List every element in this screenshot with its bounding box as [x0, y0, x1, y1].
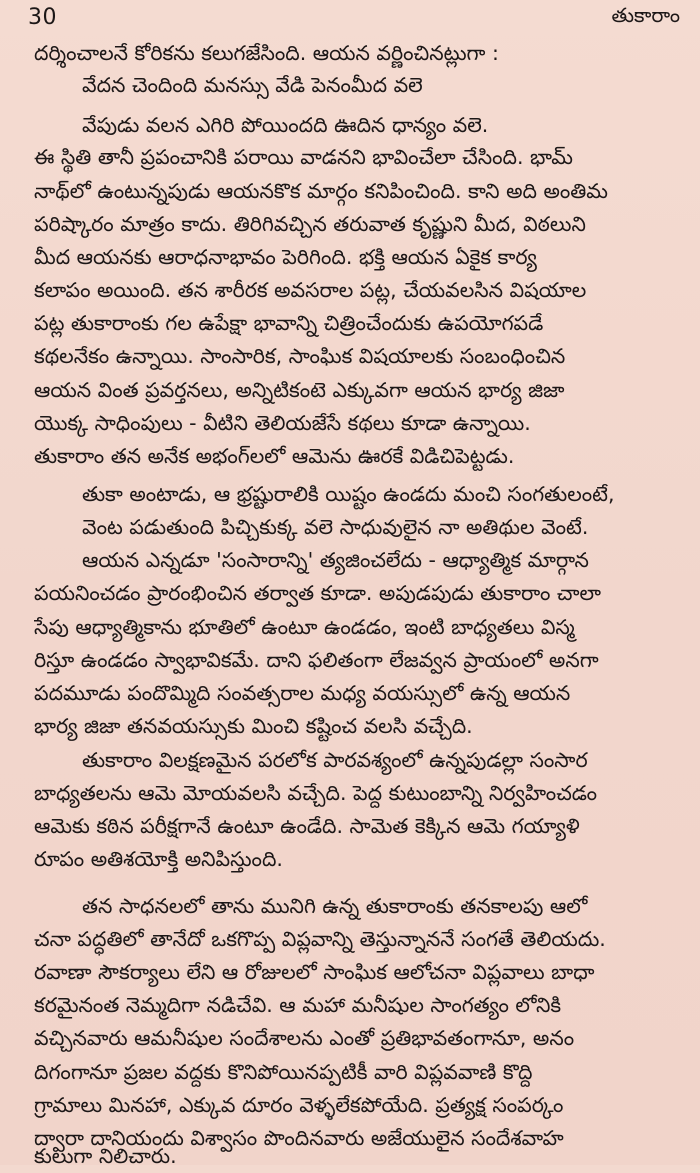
- page-number: 30: [28, 4, 57, 30]
- running-title: తుకారాం: [611, 2, 680, 27]
- text-line: కరమైనంత నెమ్మదిగా నడిచేవి. ఆ మహా మనీషుల సాంగత్యం లోనికి: [34, 993, 562, 1017]
- text-line: ఆమెకు కఠిన పరీక్షగానే ఉంటూ ఉండేది. సామెత కెక్కిన ఆమె గయ్యాళి: [34, 814, 580, 838]
- verse-line: తుకా అంటాడు, ఆ భ్రష్టురాలికి యిష్టం ఉండదు మంచి సంగతులంటే,: [82, 482, 615, 506]
- text-line: పరిష్కారం మాత్రం కాదు. తిరిగివచ్చిన తరువాత కృష్ణుని మీద, విఠలుని: [34, 212, 586, 236]
- text-line: పయనించడం ప్రారంభించిన తర్వాత కూడా. అపుడపుడు తుకారాం చాలా: [34, 581, 601, 605]
- paragraph-start: తన సాధనలలో తాను మునిగి ఉన్న తుకారాంకు తనకాలపు ఆలో: [82, 894, 588, 918]
- text-line: దర్శించాలనే కోరికను కలుగజేసింది. ఆయన వర్ణించినట్లుగా :: [34, 41, 499, 65]
- verse-line: వేదన చెందింది మనస్సు వేడి పెనంమీద వలె: [82, 73, 423, 97]
- page-header: [28, 2, 680, 32]
- paragraph-start: తుకారాం విలక్షణమైన పరలోక పారవశ్యంలో ఉన్నపుడల్లా సంసార: [82, 748, 588, 772]
- text-line: రవాణా సౌకర్యాలు లేని ఆ రోజులలో సాంఘిక ఆలోచనా విప్లవాలు బాధా: [34, 960, 595, 984]
- text-line: సేపు ఆధ్యాత్మికాను భూతిలో ఉంటూ ఉండడం, ఇంటి బాధ్యతలు విస్మ: [34, 615, 575, 639]
- text-line: ఆయన వింత ప్రవర్తనలు, అన్నిటికంటె ఎక్కువగా ఆయన భార్య జిజా: [34, 378, 565, 402]
- verse-line: వేపుడు వలన ఎగిరి పోయిందది ఊదిన ధాన్యం వలె.: [82, 113, 489, 137]
- text-line: ఈ స్థితి తానీ ప్రపంచానికి పరాయి వాడనని భావించేలా చేసింది. భామ్: [34, 145, 573, 169]
- text-line: రిస్తూ ఉండడం స్వాభావికమే. దాని ఫలితంగా లేజవ్వన ప్రాయంలో అనగా: [34, 648, 599, 672]
- text-line: చనా పద్ధతిలో తానేదో ఒకగొప్ప విప్లవాన్ని తెస్తున్నాననే సంగతే తెలియదు.: [34, 927, 606, 951]
- text-line: గ్రామాలు మినహా, ఎక్కువ దూరం వెళ్ళలేకపోయేది. ప్రత్యక్ష సంపర్కం: [34, 1093, 564, 1117]
- text-line: బాధ్యతలను ఆమె మోయవలసి వచ్చేది. పెద్ద కుటుంబాన్ని నిర్వహించడం: [34, 781, 598, 805]
- text-line: కథలనేకం ఉన్నాయి. సాంసారిక, సాంఘిక విషయాలకు సంబంధించిన: [34, 344, 566, 368]
- text-line: కులుగా నిలిచారు.: [34, 1144, 177, 1168]
- text-line: తుకారాం తన అనేక అభంగ్‌లలో ఆమెను ఊరకే విడిచిపెట్టడు.: [34, 444, 515, 468]
- text-line: యొక్క సాధింపులు - వీటిని తెలియజేసే కథలు కూడా ఉన్నాయి.: [34, 411, 531, 435]
- text-line: వచ్చినవారు ఆమనీషుల సందేశాలను ఎంతో ప్రతిభావతంగానూ, అనం: [34, 1026, 575, 1050]
- text-line: దిగంగానూ ప్రజల వద్దకు కొనిపోయినప్పటికీ వారి విప్లవవాణి కొద్ది: [34, 1060, 533, 1084]
- page-body: [34, 36, 678, 1168]
- text-line: భార్య జిజా తనవయస్సుకు మించి కష్టించ వలసి వచ్చేది.: [34, 714, 473, 738]
- text-line: మీద ఆయనకు ఆరాధనాభావం పెరిగింది. భక్తి ఆయన ఏకైక కార్య: [34, 245, 537, 269]
- verse-line: వెంట పడుతుంది పిచ్చికుక్క వలె సాధువులైన నా అతిథుల వెంటే.: [82, 515, 589, 539]
- text-line: పట్ల తుకారాంకు గల ఉపేక్షా భావాన్ని చిత్రించేందుకు ఉపయోగపడే: [34, 311, 544, 335]
- paragraph-start: ఆయన ఎన్నడూ 'సంసారాన్ని' త్యజించలేదు - ఆధ్యాత్మిక మార్గాన: [82, 548, 589, 572]
- text-line: రూపం అతిశయోక్తి అనిపిస్తుంది.: [34, 847, 283, 871]
- text-line: పదమూడు పందొమ్మిది సంవత్సరాల మధ్య వయస్సులో ఉన్న ఆయన: [34, 681, 571, 705]
- text-line: ద్వారా దానియందు విశ్వాసం పొందినవారు అజేయులైన సందేశవాహ: [34, 1126, 564, 1150]
- text-line: కలాపం అయింది. తన శారీరక అవసరాల పట్ల, చేయవలసిన విషయాల: [34, 278, 587, 302]
- text-line: నాథ్‌లో ఉంటున్నపుడు ఆయనకొక మార్గం కనిపించింది. కాని అది అంతిమ: [34, 179, 608, 203]
